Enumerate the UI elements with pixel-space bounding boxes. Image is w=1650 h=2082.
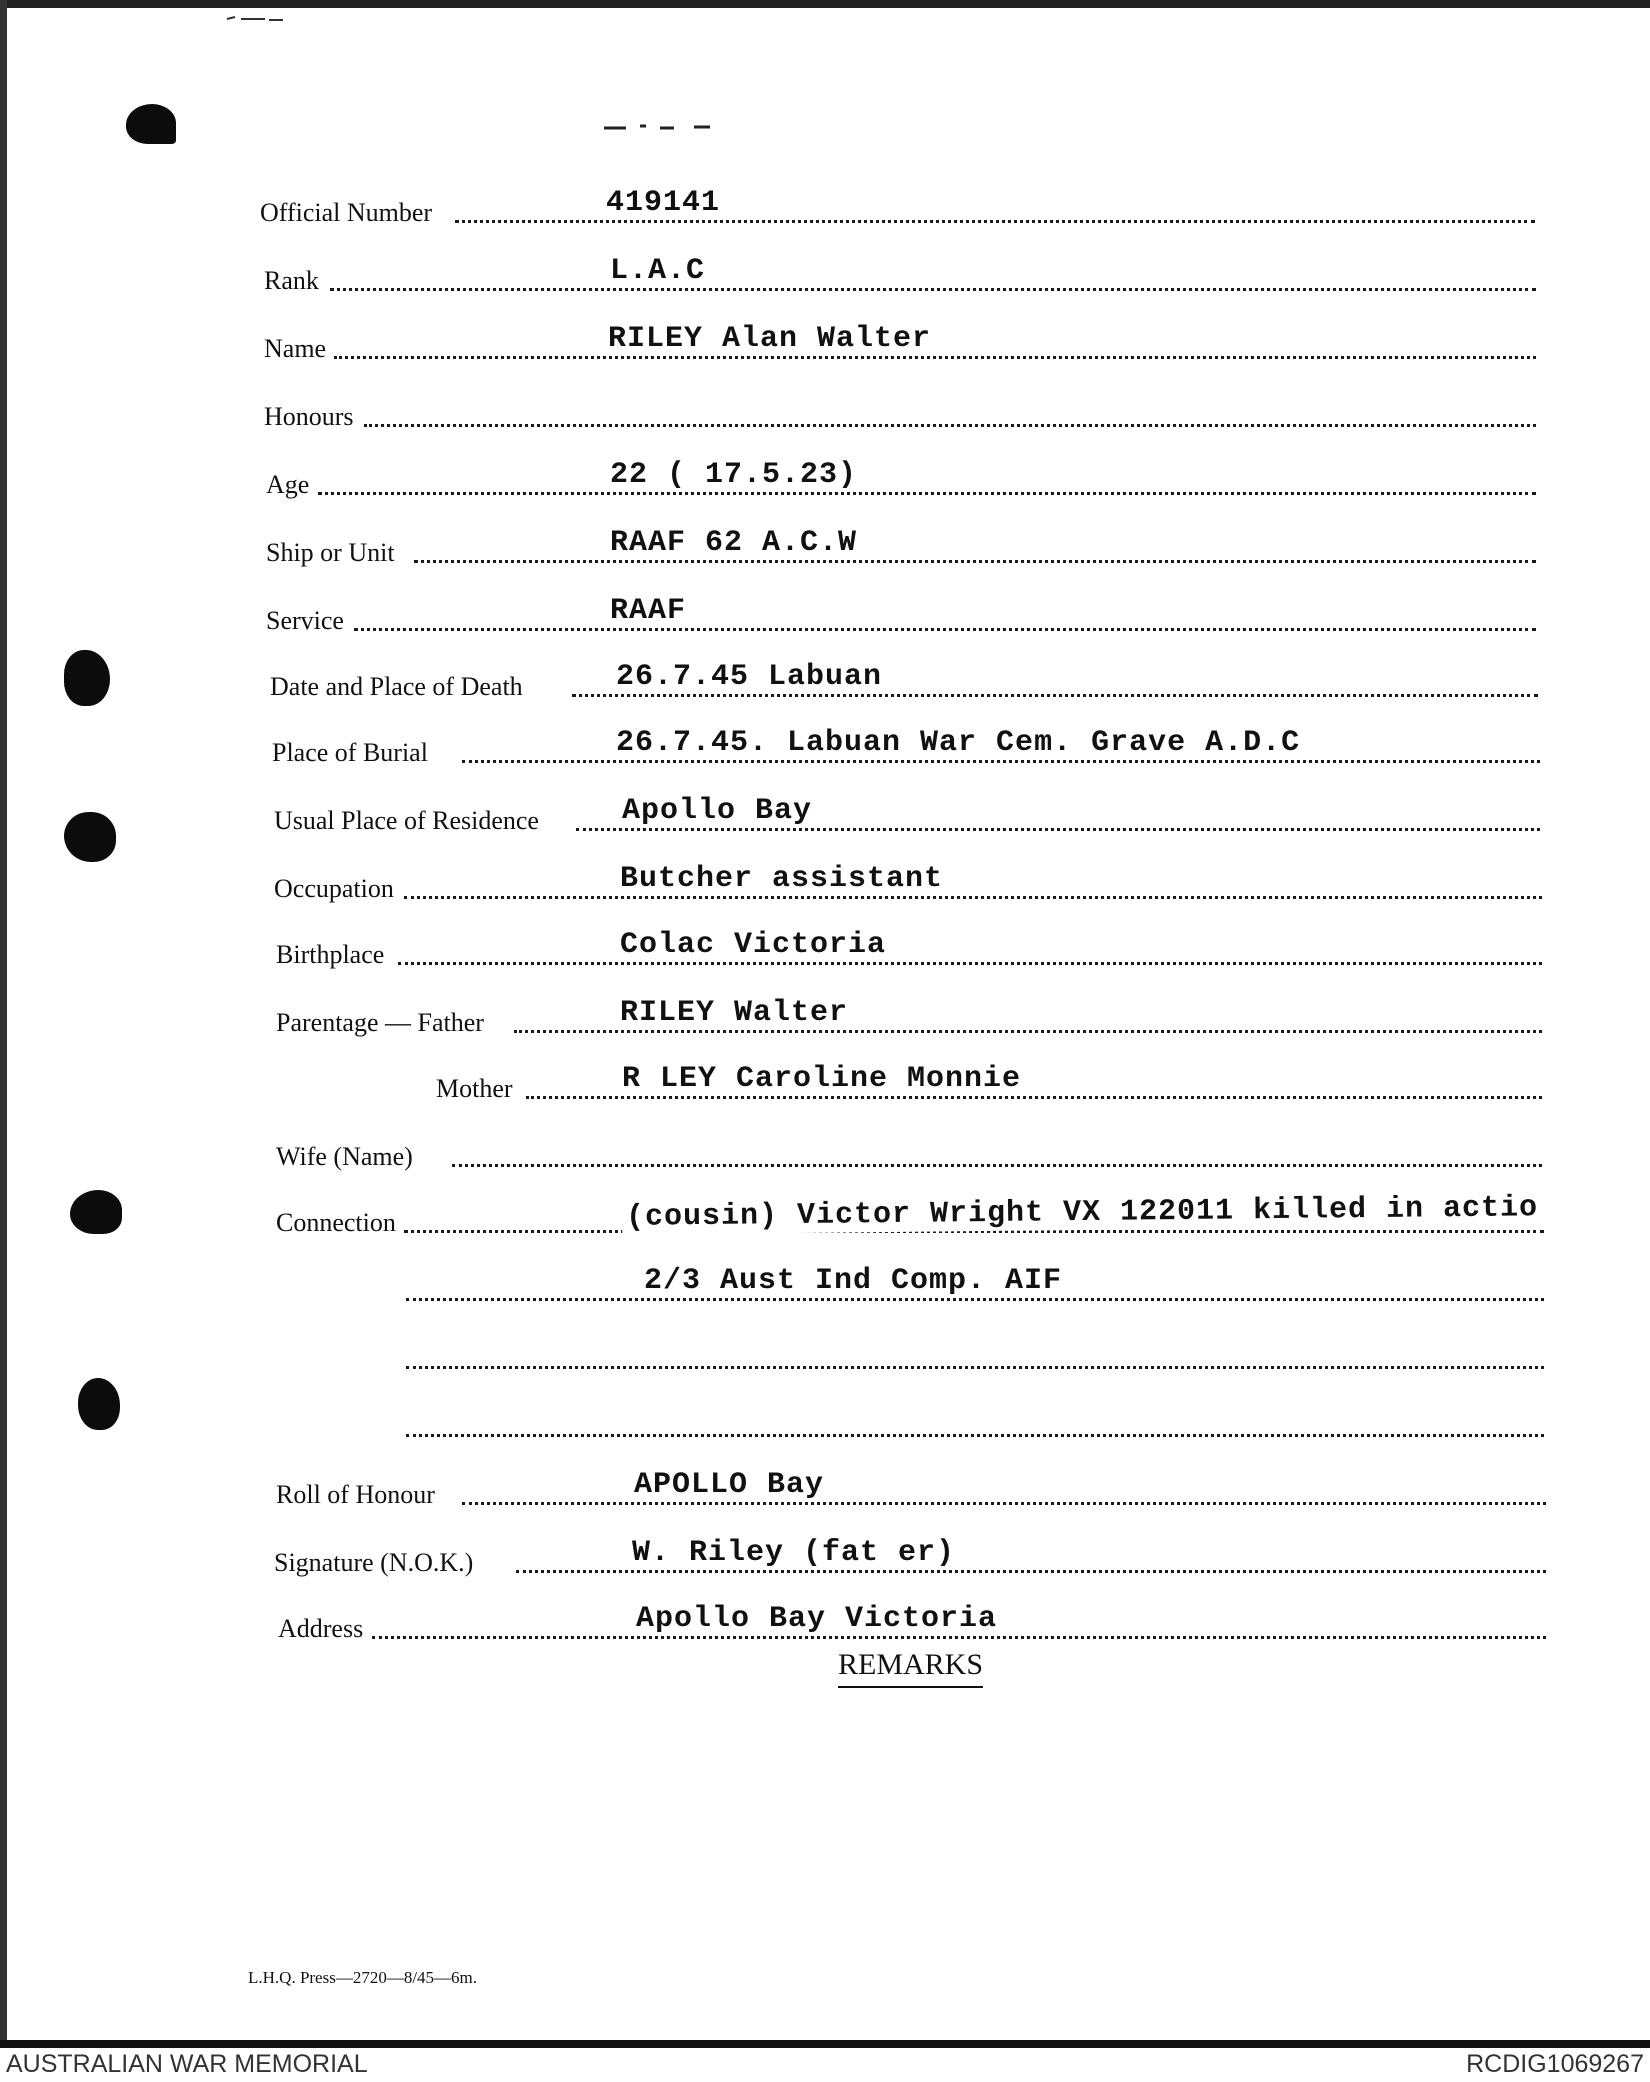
field-value: W. Riley (fat er) [628, 1536, 959, 1570]
field-value: L.A.C [606, 254, 709, 288]
field-value: RAAF 62 A.C.W [606, 526, 861, 560]
punch-hole [78, 1378, 120, 1430]
dotted-leader [526, 1096, 1542, 1099]
dotted-leader [452, 1164, 1542, 1167]
field-value: RILEY Walter [616, 996, 852, 1030]
remarks-heading: REMARKS [838, 1648, 983, 1688]
scan-bottom-bar [0, 2040, 1650, 2048]
punch-hole [64, 812, 116, 862]
field-label: Rank [264, 266, 319, 295]
field-label: Usual Place of Residence [274, 806, 539, 835]
field-value: Apollo Bay [618, 794, 816, 828]
field-label: Address [278, 1614, 364, 1643]
dotted-leader [516, 1570, 1546, 1573]
field-value: RAAF [606, 594, 690, 628]
field-value: 2/3 Aust Ind Comp. AIF [640, 1264, 1066, 1298]
field-label: Place of Burial [272, 738, 428, 767]
dotted-leader [406, 1434, 1544, 1437]
field-value: 22 ( 17.5.23) [606, 458, 861, 492]
field-value: 419141 [602, 186, 724, 220]
field-value: R LEY Caroline Monnie [618, 1062, 1025, 1096]
field-label: Official Number [260, 198, 433, 227]
punch-hole [64, 650, 110, 706]
field-label: Honours [264, 402, 354, 431]
scan-top-edge [0, 0, 1650, 8]
field-value: 26.7.45 Labuan [612, 660, 886, 694]
press-note: L.H.Q. Press—2720—8/45—6m. [248, 1968, 478, 1987]
dotted-leader [318, 492, 1536, 495]
dotted-leader [462, 1502, 1546, 1505]
field-label: Date and Place of Death [270, 672, 523, 701]
field-label: Name [264, 334, 327, 363]
field-value: APOLLO Bay [630, 1468, 828, 1502]
field-label: Service [266, 606, 344, 635]
field-label: Connection [276, 1208, 396, 1237]
dotted-leader [334, 356, 1536, 359]
field-label: Birthplace [276, 940, 385, 969]
field-label: Roll of Honour [276, 1480, 435, 1509]
dotted-leader [372, 1636, 1546, 1639]
scribble-mark [225, 14, 285, 22]
field-label: Age [266, 470, 310, 499]
field-label: Mother [436, 1074, 513, 1103]
field-value: (cousin) Victor Wright VX 122011 killed in actio [622, 1191, 1542, 1235]
dotted-leader [406, 1298, 1544, 1301]
punch-hole [70, 1190, 122, 1234]
record-id: RCDIG1069267 [1466, 2050, 1644, 2078]
field-label: Ship or Unit [266, 538, 395, 567]
field-label: Occupation [274, 874, 394, 903]
dotted-leader [354, 628, 1536, 631]
field-value: Colac Victoria [616, 928, 890, 962]
dotted-leader [572, 694, 1538, 697]
field-label: Parentage — Father [276, 1008, 484, 1037]
field-value: Butcher assistant [616, 862, 947, 896]
field-label: Signature (N.O.K.) [274, 1548, 474, 1577]
dotted-leader [455, 220, 1535, 223]
punch-hole [126, 104, 176, 144]
dotted-leader [576, 828, 1540, 831]
field-value: RILEY Alan Walter [604, 322, 935, 356]
field-label: Wife (Name) [276, 1142, 413, 1171]
dotted-leader [398, 962, 1542, 965]
archive-name: AUSTRALIAN WAR MEMORIAL [6, 2050, 368, 2078]
scan-left-edge [0, 0, 7, 2040]
field-value: Apollo Bay Victoria [632, 1602, 1001, 1636]
dotted-leader [364, 424, 1536, 427]
dotted-leader [330, 288, 1536, 291]
dotted-leader [404, 896, 1542, 899]
dotted-leader [462, 760, 1540, 763]
dotted-leader [514, 1030, 1542, 1033]
header-dash-mark [600, 122, 720, 132]
dotted-leader [414, 560, 1536, 563]
field-value: 26.7.45. Labuan War Cem. Grave A.D.C [612, 726, 1304, 760]
dotted-leader [406, 1366, 1544, 1369]
